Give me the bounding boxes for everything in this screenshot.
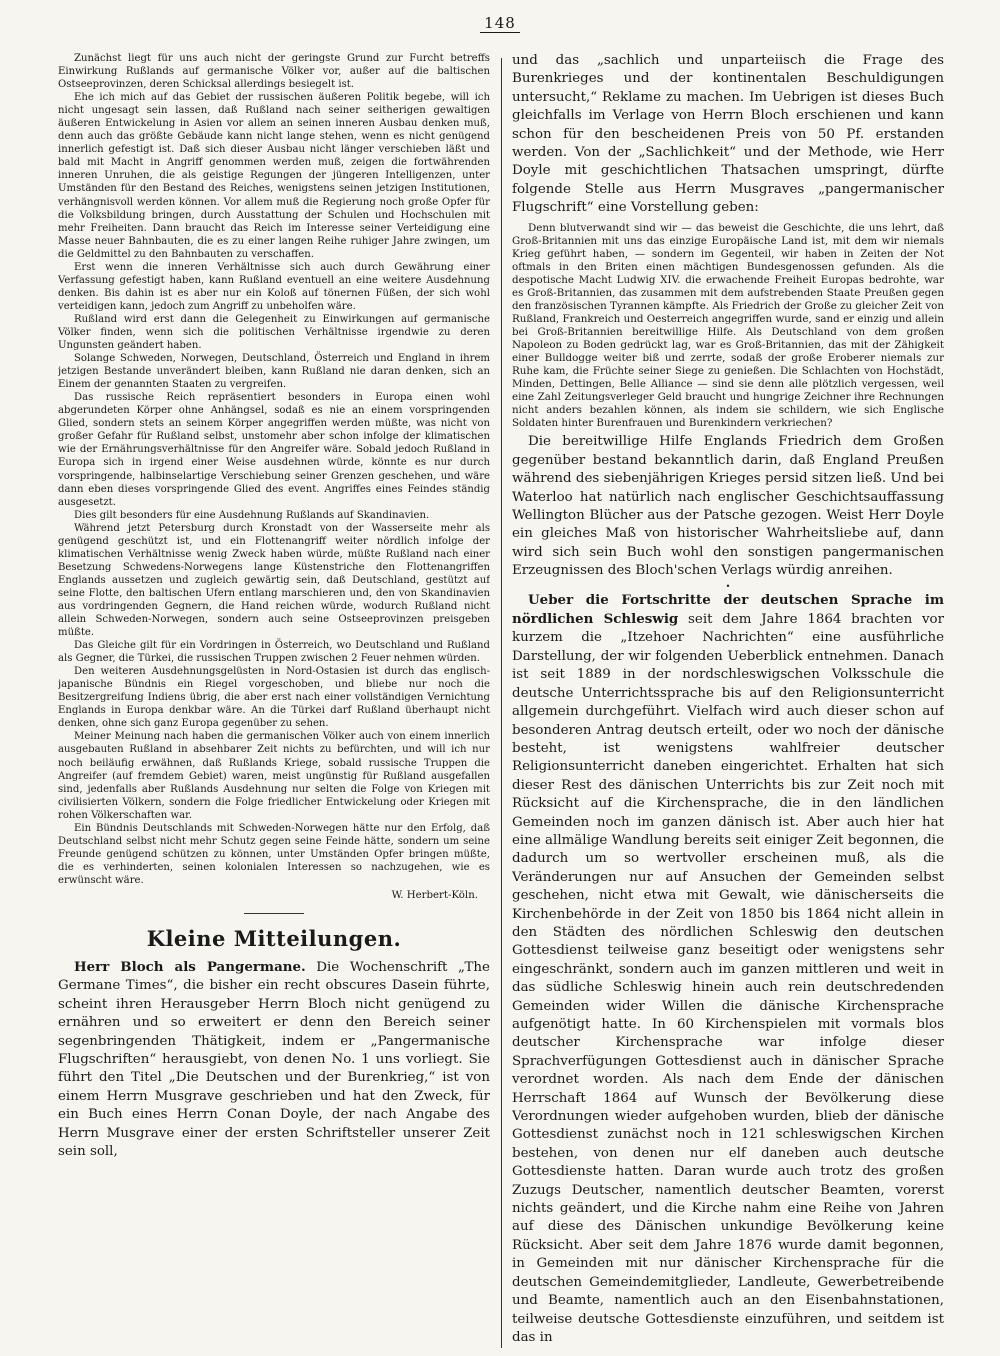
- article-paragraph: Solange Schweden, Norwegen, Deutschland, Österreich und England in ihrem jetzigen Bestande unverändert bleiben, kann Rußland nie daran denken, sich an Einem der genannten Staaten zu vergreifen.: [58, 353, 490, 391]
- article-paragraph: Das russische Reich repräsentiert besonders in Europa einen wohl abgerundeten Körper ohne Anhängsel, sodaß es nie an einem vorspringenden Glied, sondern stets an seinem Körper angegriffen werden müßte, was nicht von großer Gefahr für Rußland selbst, unstomehr aber schon infolge der klimatischen wie der Ernährungsverhältnisse für den Angreifer wäre. Sobald jedoch Rußland in Europa sich in irgend einer Weise ausdehnen würde, könnte es nur durch vorspringende, halbinselartige Verschiebung seiner Grenzen geschehen, und wäre dann eben dieses vorspringende Glied des event. Angriffes eines Feindes ständig ausgesetzt.: [58, 392, 490, 508]
- right-column: [512, 52, 944, 1352]
- column-divider: [501, 58, 502, 1348]
- article-paragraph: Während jetzt Petersburg durch Kronstadt von der Wasserseite mehr als genügend geschützt ist, und ein Flottenangriff weiter nördlich infolge der klimatischen Verhältnisse wenig Zweck haben würde, müßte Rußland nach einer Besetzung Schwedens-Norwegens lange Küstenstriche den Flottenangriffen Englands aussetzen und zugleich gewärtig sein, daß Deutschland, gestützt auf seine Flotte, den baltischen Ufern entlang marschieren und, den von Skandinavien aus vordringenden Gegnern, die Hand reichen würde, wodurch Rußland nicht allein Schweden-Norwegen, sondern auch seine Ostseeprovinzen preisgeben müßte.: [58, 522, 490, 639]
- article-paragraph: Dies gilt besonders für eine Ausdehnung Rußlands auf Skandinavien.: [74, 509, 430, 521]
- quoted-passage: Denn blutverwandt sind wir — das beweist die Geschichte, die uns lehrt, daß Groß-Britannien mit uns das einzige Europäische Land ist, mit dem wir niemals Krieg geführt haben, — sondern im Gegenteil, wir haben in Zeiten der Not oftmals in den Briten einen mächtigen Bundesgenossen gefunden. Als die despotische Macht Ludwig XIV. die erwachende Freiheit Europas bedrohte, war es Groß-Britannien, das zusammen mit dem aufstrebenden Staate Preußen gegen den französischen Tyrannen kämpfte. Als Friedrich der Große zu gleicher Zeit von Rußland, Frankreich und Oesterreich angegriffen wurde, sand er einzig und allein bei Groß-Britannien bereitwillige Hilfe. Als Deutschland von dem großen Napoleon zu Boden gedrückt lag, war es Groß-Britannien, das mit der Zähigkeit einer Bulldogge weiter biß und zerrte, sodaß der große Eroberer niemals zur Ruhe kam, die Früchte seiner Siege zu genießen. Die Schlachten von Hochstädt, Minden, Dettingen, Belle Alliance — sind sie denn alle plötzlich vergessen, weil eine Zahl Zeitungsverleger Geld braucht und hungrige Zeichner ihre Rechnungen nicht anders bezahlen können, als indem sie schildern, wie sich Englische Soldaten hinter Burenfrauen und Burenkindern verkriechen?: [512, 221, 944, 430]
- article-paragraph: Meiner Meinung nach haben die germanischen Völker auch von einem innerlich ausgebauten Rußland in absehbarer Zeit nichts zu befürchten, und will ich nur noch beiläufig erwähnen, daß Rußlands Kriege, sobald russische Truppen die Angreifer (auf fremdem Gebiet) waren, meist ungünstig für Rußland ausgefallen sind, jedenfalls aber Rußlands Ausdehnung nur selten die Folge von Kriegen mit civilisierten Völkern, sondern die Folge friedlicher Entwickelung oder Kriegen mit rohen Völkerschaften war.: [58, 731, 490, 821]
- commentary-paragraph: Die bereitwillige Hilfe Englands Friedrich dem Großen gegenüber bestand bekanntlich darin, daß England Preußen während des siebenjährigen Krieges persid sitzen ließ. Und bei Waterloo hat natürlich nach englischer Geschichtsauffassung Wellington Blücher aus der Patsche gezogen. Weist Herr Doyle ein gleiches Maß von historischer Wahrheitsliebe auf, dann wird sich sein Buch wohl den sonstigen pangermanischen Erzeugnissen des Bloch'schen Verlags würdig anreihen.: [512, 434, 944, 579]
- notice-paragraph: [58, 958, 490, 1161]
- notice-paragraph: [512, 591, 944, 1348]
- paragraph-divider: •: [725, 581, 731, 591]
- article-paragraph: Ein Bündnis Deutschlands mit Schweden-Norwegen hätte nur den Erfolg, daß Deutschland selbst nicht mehr Schutz gegen seine Feinde hätte, sondern um seine Freunde genügend schützen zu können, unter Umständen Opfer bringen müßte, die es verhinderten, seinen kolonialen Interessen so nachzugehen, wie es erwünscht wäre.: [58, 822, 490, 886]
- left-column: [58, 52, 490, 1352]
- article-paragraph: Ehe ich mich auf das Gebiet der russischen äußeren Politik begebe, will ich nicht ungesagt sein lassen, daß Rußland nach seiner seitherigen gewaltigen äußeren Entwickelung in Asien vor allem an seinen inneren Ausbau denken muß, denn auch das größte Gebäude kann nicht lange stehen, wenn es nicht genügend innerlich gefestigt ist. Daß sich dieser Ausbau nicht länger verschieben läßt und bald mit Macht in Angriff genommen werden muß, zeigen die fortwährenden inneren Unruhen, die als geistige Regungen der jüngeren Intelligenzen, unter Umständen für den Bestand des Reiches, wenigstens seinen jetzigen Institutionen, verhängnisvoll werden können. Vor allem muß die Regierung noch große Opfer für die Volksbildung bringen, durch Ausstattung der Schulen und Hochschulen mit mehr Freiheiten. Dann braucht das Reich im Interesse seiner Verteidigung eine Masse neuer Bahnbauten, die es zu einer langen Reihe ruhiger Jahre zwingen, um die Geldmittel zu den Bahnbauten zu verschaffen.: [58, 92, 490, 260]
- article-paragraph: Den weiteren Ausdehnungsgelüsten in Nord-Ostasien ist durch das englisch-japanische Bündnis ein Riegel vorgeschoben, und bliebe nur noch die Besitzergreifung Indiens übrig, die aber erst nach einer vollständigen Vernichtung Englands in Europa denkbar wäre. An die Türkei darf Rußland überhaupt nicht denken, ohne sich ganz Europa gegenüber zu sehen.: [58, 666, 490, 730]
- notice-heading: Herr Bloch als Pangermane.: [74, 959, 306, 975]
- article-paragraph: Das Gleiche gilt für ein Vordringen in Österreich, wo Deutschland und Rußland als Gegner, die Türkei, die russischen Truppen zwischen 2 Feuer nehmen würden.: [58, 640, 490, 665]
- section-title: Kleine Mitteilungen.: [146, 926, 402, 951]
- notice-heading: Ueber die Fortschritte der deutschen Sprache im nördlichen Schleswig: [512, 591, 944, 628]
- notice-text: seit dem Jahre 1864 brachten vor kurzem die „Itzehoer Nachrichten“ eine ausführliche Darstellung, der wir folgenden Ueberblick entnehmen. Danach ist seit 1889 in der nordschleswigschen Volksschule die deutsche Unterrichtssprache bis auf den Religionsunterricht allgemein durchgeführt. Vielfach wird auch dieser schon auf besonderen Antrag deutsch erteilt, oder wo noch der dänische besteht, ist wenigstens wahlfreier deutscher Religionsunterricht daneben eingerichtet. Erhalten hat sich dieser Rest des dänischen Unterrichts bis zur Zeit noch mit Rücksicht auf die Kirchensprache, die in den ländlichen Gemeinden noch im ganzen dänisch ist. Aber auch hier hat eine allmälige Wandlung bereits seit einiger Zeit begonnen, die dadurch um so wertvoller erscheinen muß, als die Veränderungen nur auf Ansuchen der Gemeinden selbst geschehen, nicht etwa mit Gewalt, wie dänischerseits die Kirchenbehörde in der Zeit von 1850 bis 1864 nicht allein in den Städten des nördlichen Schleswig den deutschen Gottesdienst teilweise ganz beseitigt oder wenigstens sehr eingeschränkt, sondern auch im ganzen mittleren und weit in das südliche Schleswig hinein auch rein deutschredenden Gemeinden wider Willen die dänische Kirchensprache aufgenötigt hatte. In 60 Kirchenspielen mit vormals blos deutscher Kirchensprache war infolge dieser Sprachverfügungen Gottesdienst auch in dänischer Sprache verordnet worden. Als nach dem Ende der dänischen Herrschaft 1864 auf Wunsch der Bevölkerung diese Verordnungen wieder aufgehoben wurden, blieb der dänische Gottesdienst zunächst noch in 121 schleswigschen Kirchen bestehen, von denen nur elf daneben auch deutsche Gottesdienste hatten. Daran wurde auch trotz des großen Zuzugs Deutscher, namentlich deutscher Beamten, vorerst nichts geändert, und die Kirche nahm eine Reihe von Jahren auf diese des Dänischen unkundige Bevölkerung keine Rücksicht. Aber seit dem Jahre 1876 wurde damit begonnen, in Gemeinden mit nur dänischer Kirchensprache für die deutschen Gemeindemitglieder, Landleute, Gewerbetreibende und Beamte, namentlich auch an den Eisenbahnstationen, teilweise deutsche Gottesdienste einzuführen, und seitdem ist das in: [512, 612, 944, 1345]
- notice-text: Die Wochenschrift „The Germane Times“, die bisher ein recht obscures Dasein führte, scheint ihren Herausgeber Herrn Bloch nicht genügend zu ernähren und so erweitert er denn den Bereich seiner segenbringenden Thätigkeit, indem er „Pangermanische Flugschriften“ herausgiebt, von denen No. 1 uns vorliegt. Sie führt den Titel „Die Deutschen und der Burenkrieg,“ ist von einem Herrn Musgrave geschrieben und hat den Zweck, für ein Buch eines Herrn Conan Doyle, der nach Angabe des Herrn Musgrave einer der ersten Schriftsteller unserer Zeit sein soll,: [58, 960, 490, 1160]
- article-paragraph: Rußland wird erst dann die Gelegenheit zu Einwirkungen auf germanische Völker finden, wenn sich die politischen Verhältnisse irgendwie zu deren Ungunsten geändert haben.: [58, 313, 490, 352]
- notice-continuation: und das „sachlich und unparteiisch die Frage des Burenkrieges und der kontinentalen Beschuldigungen untersucht,“ Reklame zu machen. Im Uebrigen ist dieses Buch gleichfalls im Verlage von Herrn Bloch erschienen und kann schon für den bescheidenen Preis von 50 Pf. erstanden werden. Von der „Sachlichkeit“ und der Methode, wie Herr Doyle mit geschichtlichen Thatsachen umspringt, dürfte folgende Stelle aus Herrn Musgraves „pangermanischer Flugschrift“ eine Vorstellung geben:: [512, 53, 944, 216]
- section-separator: [244, 913, 304, 914]
- article-paragraph: Erst wenn die inneren Verhältnisse sich auch durch Gewährung einer Verfassung gefestigt haben, kann Rußland eventuell an eine weitere Ausdehnung denken. Bis dahin ist es aber nur ein Koloß auf tönernen Füßen, der sich wohl verteidigen kann, jedoch zum Angriff zu unbeholfen wäre.: [58, 261, 490, 312]
- author-signature: W. Herbert-Köln.: [391, 890, 478, 901]
- article-paragraph: Zunächst liegt für uns auch nicht der geringste Grund zur Furcht betreffs Einwirkung Rußlands auf germanische Völker vor, außer auf die baltischen Ostseeprovinzen, deren Schicksal allerdings besiegelt ist.: [58, 53, 490, 91]
- page-number: 148: [0, 14, 1000, 32]
